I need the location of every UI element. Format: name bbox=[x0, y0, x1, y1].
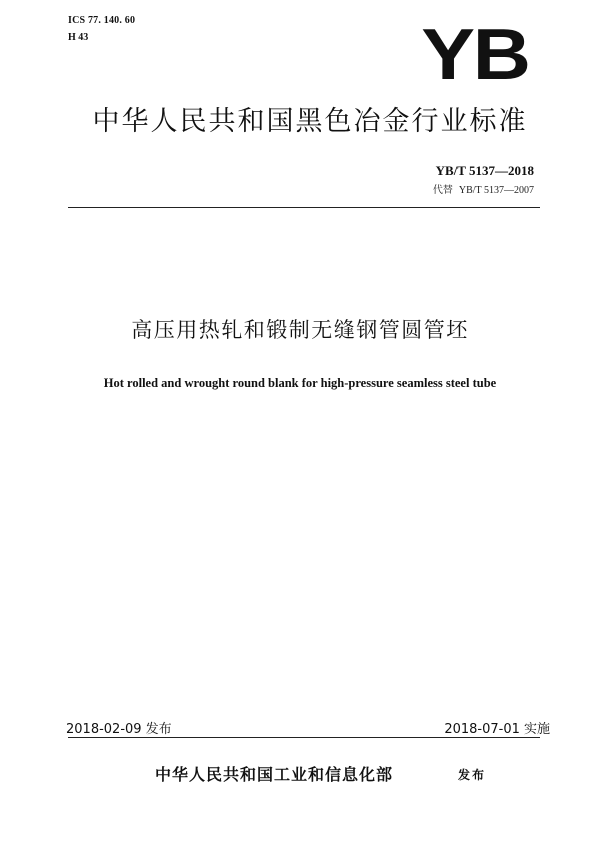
ccs-code: H 43 bbox=[68, 32, 89, 43]
document-title-en: Hot rolled and wrought round blank for high-pressure seamless steel tube bbox=[103, 376, 497, 390]
supersedes-line bbox=[433, 181, 534, 196]
issuing-ministry: 中华人民共和国工业和信息化部 bbox=[155, 765, 394, 784]
header-divider bbox=[68, 207, 540, 208]
ics-code: ICS 77. 140. 60 bbox=[68, 15, 136, 26]
issuer-title: 中华人民共和国黑色冶金行业标准 bbox=[92, 106, 528, 137]
issue-date: 2018-02-09 发布 bbox=[66, 722, 172, 737]
document-title-cn: 高压用热轧和锻制无缝钢管圆管坯 bbox=[131, 318, 469, 342]
standard-number: YB/T 5137—2018 bbox=[435, 163, 534, 178]
yb-logo: YB bbox=[421, 15, 529, 95]
implementation-date: 2018-07-01 实施 bbox=[444, 722, 550, 737]
footer-divider bbox=[68, 737, 540, 738]
supersedes-number: YB/T 5137—2007 bbox=[458, 185, 534, 196]
publish-label: 发布 bbox=[458, 768, 487, 782]
supersedes-label: 代替 bbox=[432, 185, 453, 196]
